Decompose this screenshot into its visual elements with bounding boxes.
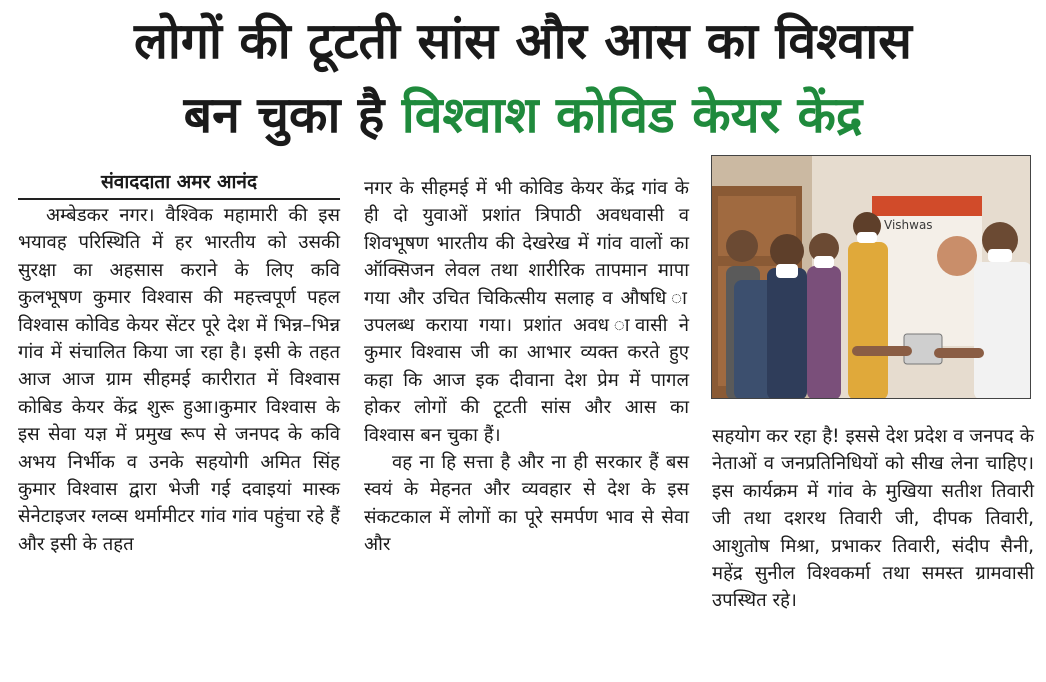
article-column-1 bbox=[18, 202, 340, 558]
article-column-2 bbox=[364, 175, 689, 559]
headline bbox=[0, 4, 1046, 152]
news-photo-illustration bbox=[712, 156, 1031, 399]
headline-line-1: लोगों की टूटती सांस और आस का विश्वास bbox=[134, 12, 912, 70]
headline-line-2-green: विश्वाश कोविड केयर केंद्र bbox=[401, 86, 863, 144]
banner-text: Vishwas bbox=[884, 218, 933, 232]
article-paragraph: नगर के सीहमई में भी कोविड केयर केंद्र गांव के ही दो युवाओं प्रशांत त्रिपाठी अवधवासी व शिवभूषण भारतीय की देखरेख में गांव वालों का ऑक्सिजन लेवल तथा शारीरिक तापमान मापा गया और उचित चिकित्सीय सलाह व औषधि ा उपलब्ध कराया गया। प्रशांत अवध ावासी ने कुमार विश्वास जी का आभार व्यक्त करते हुए कहा कि आज इक दीवाना देश प्रेम में पागल होकर लोगों की टूटती सांस और आस का विश्वास बन चुका हैं। bbox=[364, 178, 689, 446]
headline-line-2 bbox=[0, 78, 1046, 152]
article-column-3 bbox=[712, 423, 1034, 615]
article-paragraph: वह ना हि सत्ता है और ना ही सरकार हैं बस स्वयं के मेहनत और व्यवहार से देश के इस संकटकाल में लोगों का पूरे समर्पण भाव से सेवा और bbox=[364, 452, 689, 556]
headline-line-2-black: बन चुका है bbox=[183, 86, 385, 144]
article-paragraph: अम्बेडकर नगर। वैश्विक महामारी की इस भयावह परिस्थिति में हर भारतीय को उसकी सुरक्षा का अहसास कराने के लिए कवि कुलभूषण कुमार विश्वास की महत्त्वपूर्ण पहल विश्वास कोविड केयर सेंटर पूरे देश में भिन्न–भिन्न गांव में संचालित किया जा रहा है। इसी के तहत आज आज ग्राम सीहमई कारीरात में विश्वास कोबिड केयर केंद्र शुरू हुआ।कुमार विश्वास के इस सेवा यज्ञ में प्रमुख रूप से जनपद के कवि अभय निर्भीक व उनके सहयोगी अमित सिंह कुमार विश्वास द्वारा भेजी गई दवाइयां मास्क सेनेटाइजर ग्लव्स थर्मामीटर गांव गांव पहुंचा रहे हैं और इसी के तहत bbox=[18, 205, 340, 555]
byline: संवाददाता अमर आनंद bbox=[18, 168, 340, 200]
article-paragraph: सहयोग कर रहा है! इससे देश प्रदेश व जनपद के नेताओं व जनप्रतिनिधियों को सीख लेना चाहिए। इस कार्यक्रम में गांव के मुखिया सतीश तिवारी जी तथा दशरथ तिवारी जी, दीपक तिवारी, आशुतोष मिश्रा, प्रभाकर तिवारी, संदीप सैनी, महेंद्र सुनील विश्वकर्मा तथा समस्त ग्रामवासी उपस्थित रहे। bbox=[712, 426, 1034, 612]
news-photo bbox=[711, 155, 1031, 399]
